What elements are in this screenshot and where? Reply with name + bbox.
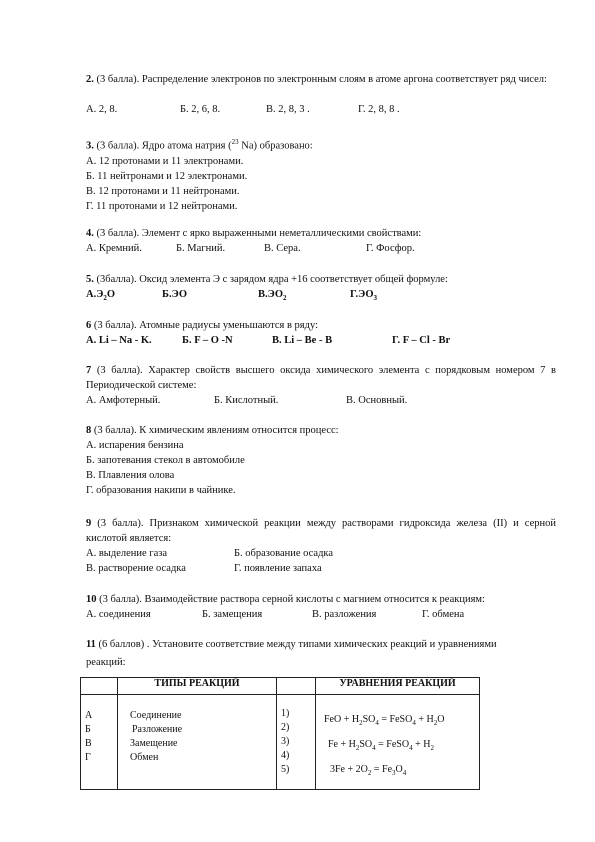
option-b: Б. Кислотный. (214, 395, 279, 406)
question-text: (3 балла). Атомные радиусы уменьшаются в ряду: (93, 320, 318, 331)
equation-number: 1) (281, 708, 290, 719)
option-a: А. 2, 8. (86, 104, 118, 115)
letter: А (85, 710, 93, 721)
equations-header: УРАВНЕНИЯ РЕАКЦИЙ (316, 678, 480, 695)
question-3 (86, 135, 556, 214)
question-text: (3 балла). Характер свойств высшего оксида химического элемента с порядковым номером 7 в Периодической системе: (86, 365, 557, 391)
equation-number: 5) (281, 764, 290, 775)
element-symbol: Na (241, 140, 254, 152)
option-b: Б. образование осадка (234, 548, 334, 559)
option-a: $А.Э_2О$ (86, 289, 116, 303)
letter: В (85, 738, 92, 749)
question-number: 5. (86, 274, 94, 285)
question-9 (86, 516, 556, 546)
option-b: Б. 2, 6, 8. (180, 104, 221, 115)
question-text: (3 балла). Элемент с ярко выраженными неметаллическими свойствами: (96, 228, 422, 239)
types-column (118, 695, 277, 790)
option-c: В. растворение осадка (86, 563, 186, 574)
question-2-options (86, 102, 556, 117)
equation-number: 3) (281, 736, 290, 747)
option-d: Г. 11 протонами и 12 нейтронами. (86, 200, 238, 212)
question-text: (3 балла). Распределение электронов по электронным слоям в атоме аргона соответствует ряд чисел: (96, 74, 547, 85)
option-b: Б. замещения (202, 609, 263, 620)
question-11 (86, 636, 506, 672)
question-text: (3 балла). К химическим явлениям относится процесс: (93, 425, 339, 436)
option-c: В. Плавления олова (86, 470, 175, 481)
option-d: Г. F – Cl - Br (392, 335, 451, 346)
question-number: 6 (86, 320, 92, 331)
option-d: Г. образования накипи в чайнике. (86, 485, 236, 496)
option-d: Г. обмена (422, 609, 465, 620)
option-b: Б. Магний. (176, 243, 226, 254)
option-b: Б. 11 нейтронами и 12 электронами. (86, 170, 248, 182)
question-number: 8 (86, 425, 92, 436)
option-d: $Г.ЭО_3$ (350, 289, 378, 303)
option-c: $В.ЭО_2$ (258, 289, 287, 303)
types-header: ТИПЫ РЕАКЦИЙ (118, 678, 277, 695)
option-c: В. Основный. (346, 395, 408, 406)
equation-3: $3Fe + 2O_2 = Fe_3O_4$ (330, 764, 407, 777)
option-b: Б. F – O -N (182, 335, 233, 346)
reaction-type: Обмен (130, 752, 159, 763)
option-a: А. Li – Na - K. (86, 335, 152, 346)
option-b: Б.ЭО (162, 289, 187, 300)
option-d: Г. 2, 8, 8 . (358, 104, 400, 115)
matching-table (80, 677, 480, 790)
option-a: А. соединения (86, 609, 151, 620)
option-c: В. 2, 8, 3 . (266, 104, 310, 115)
question-8 (86, 423, 556, 498)
option-a: А. 12 протонами и 11 электронами. (86, 155, 244, 167)
option-a: А. Амфотерный. (86, 395, 161, 406)
question-6 (86, 318, 556, 348)
option-c: В. Сера. (264, 243, 301, 254)
question-10 (86, 592, 556, 622)
question-text: (6 баллов) . Установите соответствие между типами химических реакций и уравнениями реакций: (86, 639, 497, 668)
question-number: 9 (86, 518, 92, 529)
option-a: А. испарения бензина (86, 440, 184, 451)
option-a: А. выделение газа (86, 548, 168, 559)
question-2 (86, 72, 556, 87)
question-text: (3балла). Оксид элемента Э с зарядом ядра +16 соответствует общей формуле: (96, 274, 448, 285)
equation-1: FeO + $H_2SO_4$ = FeSO$_4$ + $H_2O$ (324, 714, 445, 727)
equation-2: $Fe + H_2SO_4$ = FeSO$_4$ + $H_2$ (328, 739, 434, 752)
letter: Б (85, 724, 91, 735)
question-number: 10 (86, 594, 97, 605)
question-text: (3 балла). Признаком химической реакции между растворами гидроксида железа (II) и серной кислотой является: (86, 518, 556, 544)
question-5 (86, 272, 556, 302)
letters-column (81, 695, 118, 790)
option-c: В. 12 протонами и 11 нейтронами. (86, 185, 240, 197)
question-9-options (86, 546, 556, 576)
equations-column (316, 695, 480, 790)
numbers-column (277, 695, 316, 790)
question-number: 7 (86, 365, 92, 376)
question-number: 11 (86, 639, 96, 650)
option-c: В. разложения (312, 609, 377, 620)
option-c: В. Li – Be - B (272, 335, 333, 346)
option-a: А. Кремний. (86, 243, 142, 254)
question-text: (3 балла). Ядро атома натрия ( (96, 140, 232, 152)
letter: Г (85, 752, 91, 763)
reaction-type: Соединение (130, 710, 182, 721)
option-b: Б. запотевания стекол в автомобиле (86, 455, 245, 466)
question-number: 4. (86, 228, 94, 239)
mass-number: 23 (231, 138, 239, 146)
question-7-options (86, 393, 556, 408)
reaction-type: Разложение (132, 724, 183, 735)
equation-number: 4) (281, 750, 290, 761)
question-number: 3. (86, 140, 94, 152)
question-text: (3 балла). Взаимодействие раствора серной кислоты с магнием относится к реакциям: (99, 594, 485, 605)
reaction-type: Замещение (130, 738, 178, 749)
option-d: Г. Фосфор. (366, 243, 415, 254)
equation-number: 2) (281, 722, 290, 733)
question-7 (86, 363, 556, 393)
question-number: 2. (86, 74, 94, 85)
question-text-end: ) образовано: (253, 140, 313, 152)
question-4 (86, 226, 556, 256)
option-d: Г. появление запаха (234, 563, 322, 574)
